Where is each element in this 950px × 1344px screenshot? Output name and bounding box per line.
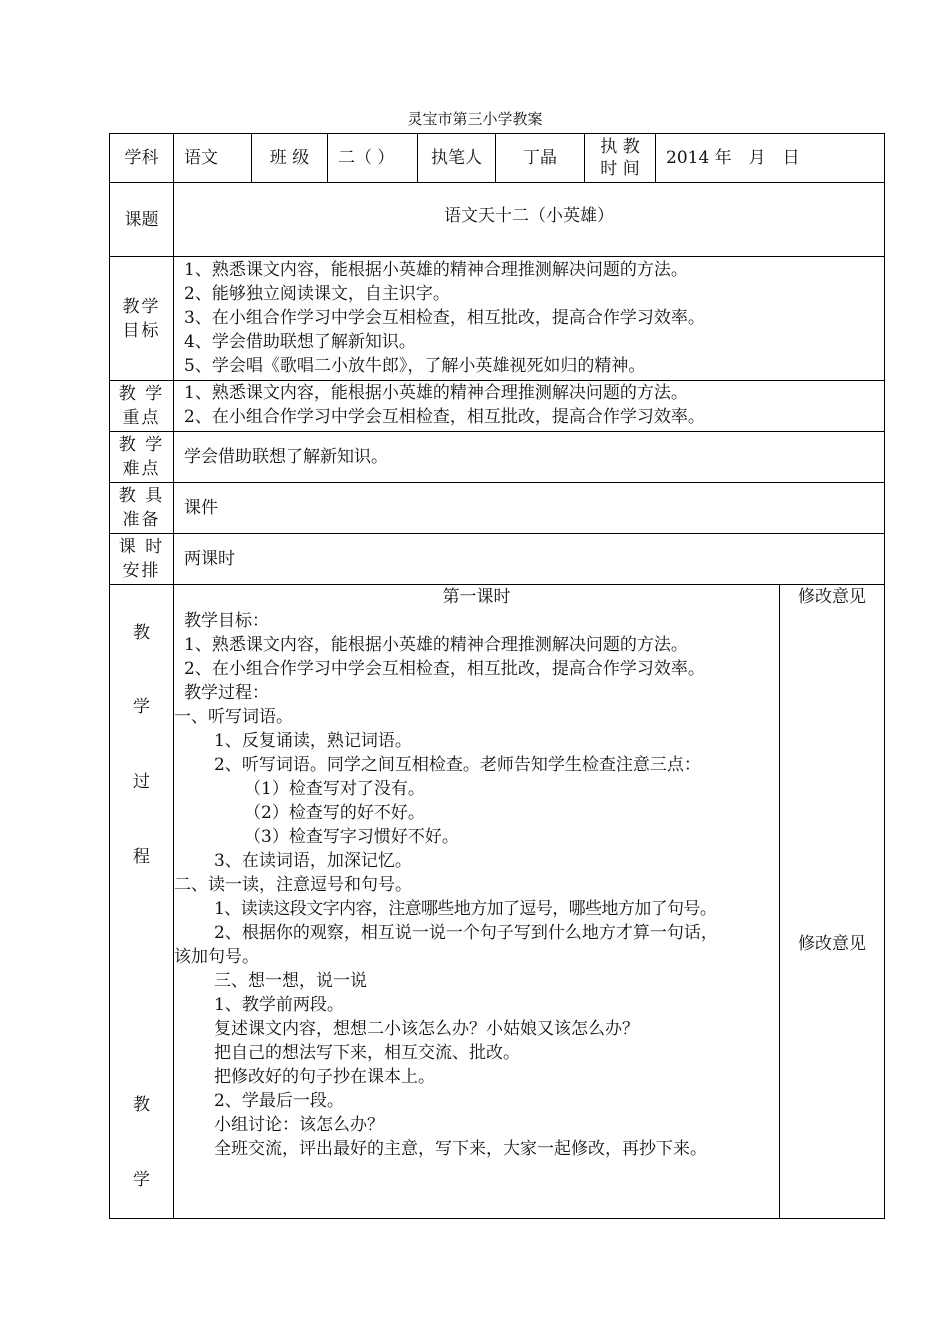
tools-value: 课件 [174,483,885,534]
difficulties-label-line-2: 难点 [122,459,161,479]
modify-label: 修改意见 [798,587,866,607]
process-line: 三、想一想，说一说 [214,971,367,991]
goal-item: 1、熟悉课文内容，能根据小英雄的精神合理推测解决问题的方法。 [184,260,688,280]
author-label: 执笔人 [418,134,496,183]
key-point-item: 1、熟悉课文内容，能根据小英雄的精神合理推测解决问题的方法。 [184,383,688,403]
author-value: 丁晶 [496,134,585,183]
header-row [110,134,885,183]
subject-label: 学科 [110,134,174,183]
difficulties-row [110,432,885,483]
process-label-char: 学 [133,697,150,717]
schedule-label [110,534,174,585]
schedule-value: 两课时 [174,534,885,585]
process-line: 复述课文内容，想想二小该怎么办？小姑娘又该怎么办？ [214,1019,639,1039]
key-points-list [174,381,885,432]
process-label-char: 过 [133,772,150,792]
process-line: 3、在读词语，加深记忆。 [214,851,412,871]
process-line: 1、反复诵读，熟记词语。 [214,731,412,751]
process-line: 1、教学前两段。 [214,995,344,1015]
class-label: 班 级 [252,134,328,183]
process-line: 把自己的想法写下来，相互交流、批改。 [214,1043,520,1063]
modify-label: 修改意见 [798,934,866,954]
process-line: （2）检查写的好不好。 [244,803,425,823]
goal-item: 2、能够独立阅读课文，自主识字。 [184,284,450,304]
modify-column [780,585,885,1219]
difficulties-label-line-1: 教 学 [118,435,165,455]
goal-item: 5、学会唱《歌唱二小放牛郎》，了解小英雄视死如归的精神。 [184,356,646,376]
goal-item: 4、学会借助联想了解新知识。 [184,332,416,352]
time-label [585,134,656,183]
difficulties-value: 学会借助联想了解新知识。 [174,432,885,483]
process-content [174,585,780,1219]
process-label [110,585,174,1219]
class-value: 二（ ） [328,134,418,183]
process-line: 2、听写词语。同学之间互相检查。老师告知学生检查注意三点： [214,755,701,775]
process-label-char: 程 [133,847,150,867]
key-points-label-line-1: 教 学 [118,384,165,404]
process-line: 该加句号。 [174,947,259,967]
process-row [110,585,885,1219]
key-points-row [110,381,885,432]
goals-list [174,257,885,381]
process-line: 全班交流，评出最好的主意，写下来，大家一起修改，再抄下来。 [214,1139,707,1159]
schedule-row [110,534,885,585]
process-label-char: 教 [133,1095,150,1115]
difficulties-label [110,432,174,483]
process-line: 2、在小组合作学习中学会互相检查，相互批改，提高合作学习效率。 [184,659,705,679]
schedule-label-line-1: 课 时 [118,537,165,557]
schedule-label-line-2: 安排 [122,561,161,581]
tools-label-line-1: 教 具 [118,486,165,506]
goal-item: 3、在小组合作学习中学会互相检查，相互批改，提高合作学习效率。 [184,308,705,328]
tools-row [110,483,885,534]
process-line: 2、根据你的观察，相互说一说一个句子写到什么地方才算一句话， [214,923,718,943]
process-label-char: 学 [133,1170,150,1190]
process-line: 一、听写词语。 [174,707,293,727]
time-label-line-2: 时 间 [600,159,640,179]
process-line: （1）检查写对了没有。 [244,779,425,799]
goals-label [110,257,174,381]
page-title: 灵宝市第三小学教案 [407,110,543,128]
process-line: 教学目标： [184,611,269,631]
key-points-label [110,381,174,432]
goals-label-line-2: 目标 [122,320,161,341]
process-line: （3）检查写字习惯好不好。 [244,827,459,847]
key-points-label-line-2: 重点 [122,408,161,428]
tools-label [110,483,174,534]
topic-label: 课题 [110,183,174,257]
subject-value: 语文 [174,134,252,183]
tools-label-line-2: 准备 [122,510,161,530]
process-line: 把修改好的句子抄在课本上。 [214,1067,435,1087]
process-line: 教学过程： [184,683,269,703]
process-line: 二、读一读，注意逗号和句号。 [174,875,412,895]
goals-label-line-1: 教学 [122,296,161,317]
process-line: 2、学最后一段。 [214,1091,344,1111]
topic-value: 语文天十二（小英雄） [174,183,885,257]
session-title: 第一课时 [442,587,511,607]
process-label-char: 教 [133,623,150,643]
process-line: 1、读读这段文字内容，注意哪些地方加了逗号，哪些地方加了句号。 [214,899,717,919]
key-point-item: 2、在小组合作学习中学会互相检查，相互批改，提高合作学习效率。 [184,407,705,427]
lesson-plan-table [109,133,885,1219]
time-label-line-1: 执 教 [600,137,640,157]
date-value: 2014 年 月 日 [656,134,885,183]
process-line: 小组讨论：该怎么办？ [214,1115,384,1135]
goals-row [110,257,885,381]
topic-row [110,183,885,257]
process-line: 1、熟悉课文内容，能根据小英雄的精神合理推测解决问题的方法。 [184,635,688,655]
